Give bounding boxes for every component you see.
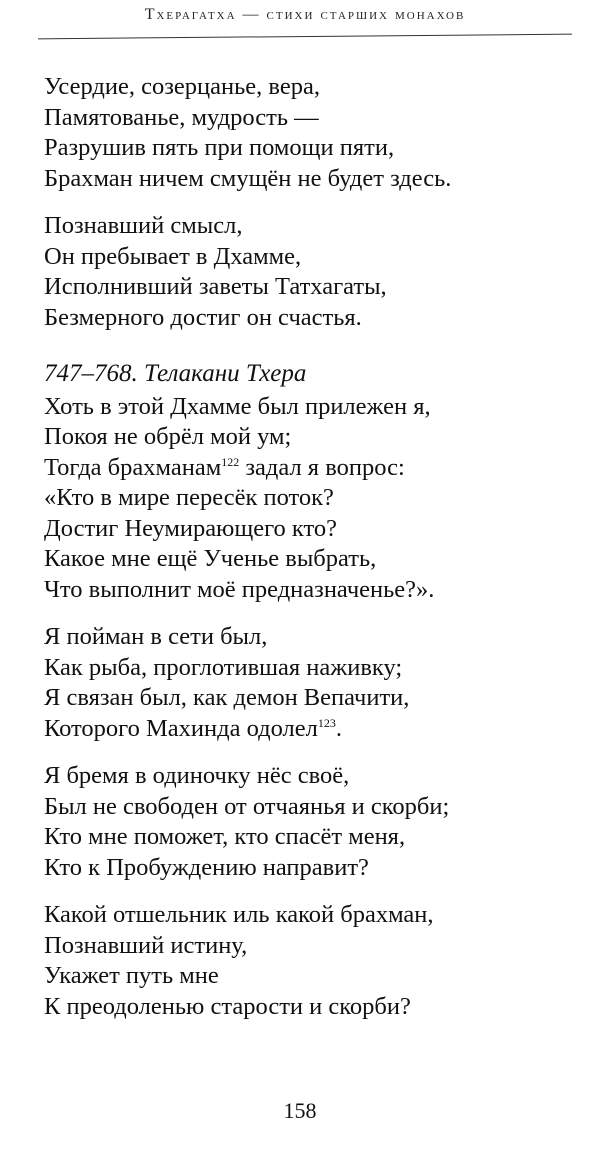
stanza-5	[44, 761, 584, 883]
verse-text: задал я вопрос:	[239, 453, 405, 481]
verse-line: Усердие, созерцанье, вера,	[44, 73, 320, 100]
verse-line	[44, 453, 584, 484]
header-rule	[38, 34, 572, 40]
verse-text: Тогда брахманам	[44, 453, 222, 481]
page-number: 158	[283, 1098, 317, 1123]
running-header: Тхерагатха — стихи старших монахов	[144, 6, 466, 23]
verse-line: Я связан был, как демон Вепачити,	[44, 684, 410, 711]
verse-line: Познавший смысл,	[44, 212, 243, 239]
verse-line: Как рыба, проглотившая наживку;	[44, 653, 403, 681]
verse-line: Исполнивший заветы Татхагаты,	[44, 273, 387, 300]
verse-line: Кто к Пробуждению направит?	[44, 853, 369, 881]
stanza-1	[44, 72, 584, 194]
verse-line: Что выполнит моё предназначенье?».	[44, 575, 435, 603]
verse-line: Какое мне ещё Ученье выбрать,	[44, 545, 377, 572]
verse-line: Укажет путь мне	[44, 962, 219, 989]
verse-line: «Кто в мире пересёк поток?	[44, 484, 334, 511]
verse-line	[44, 714, 584, 745]
verse-line: Он пребывает в Дхамме,	[44, 242, 302, 270]
verse-line: Был не свободен от отчаянья и скорби;	[44, 792, 450, 820]
verse-line: Безмерного достиг он счастья.	[44, 303, 362, 331]
verse-line: Какой отшельник иль какой брахман,	[44, 901, 434, 928]
verse-line: Я пойман в сети был,	[44, 623, 268, 650]
verse-line: Покоя не обрёл мой ум;	[44, 423, 292, 450]
verse-text: .	[335, 714, 342, 742]
stanza-3	[44, 392, 584, 606]
stanza-6	[44, 900, 584, 1022]
verse-line: Познавший истину,	[44, 931, 248, 959]
stanza-4	[44, 622, 584, 744]
stanza-2	[44, 211, 584, 333]
footnote-ref-123[interactable]: 123	[317, 715, 336, 730]
footnote-ref-122[interactable]: 122	[221, 454, 240, 469]
poem-body	[44, 72, 584, 1039]
section-heading: 747–768. Телакани Тхера	[44, 360, 307, 387]
verse-line: Достиг Неумирающего кто?	[44, 514, 338, 542]
verse-line: Брахман ничем смущён не будет здесь.	[44, 164, 452, 192]
verse-line: Я бремя в одиночку нёс своё,	[44, 762, 350, 789]
verse-line: Разрушив пять при помощи пяти,	[44, 134, 395, 161]
verse-line: Хоть в этой Дхамме был прилежен я,	[44, 392, 431, 420]
verse-text: Которого Махинда одолел	[44, 714, 318, 742]
verse-line: Кто мне поможет, кто спасёт меня,	[44, 823, 406, 850]
verse-line: К преодоленью старости и скорби?	[44, 992, 411, 1020]
verse-line: Памятованье, мудрость —	[44, 103, 319, 131]
